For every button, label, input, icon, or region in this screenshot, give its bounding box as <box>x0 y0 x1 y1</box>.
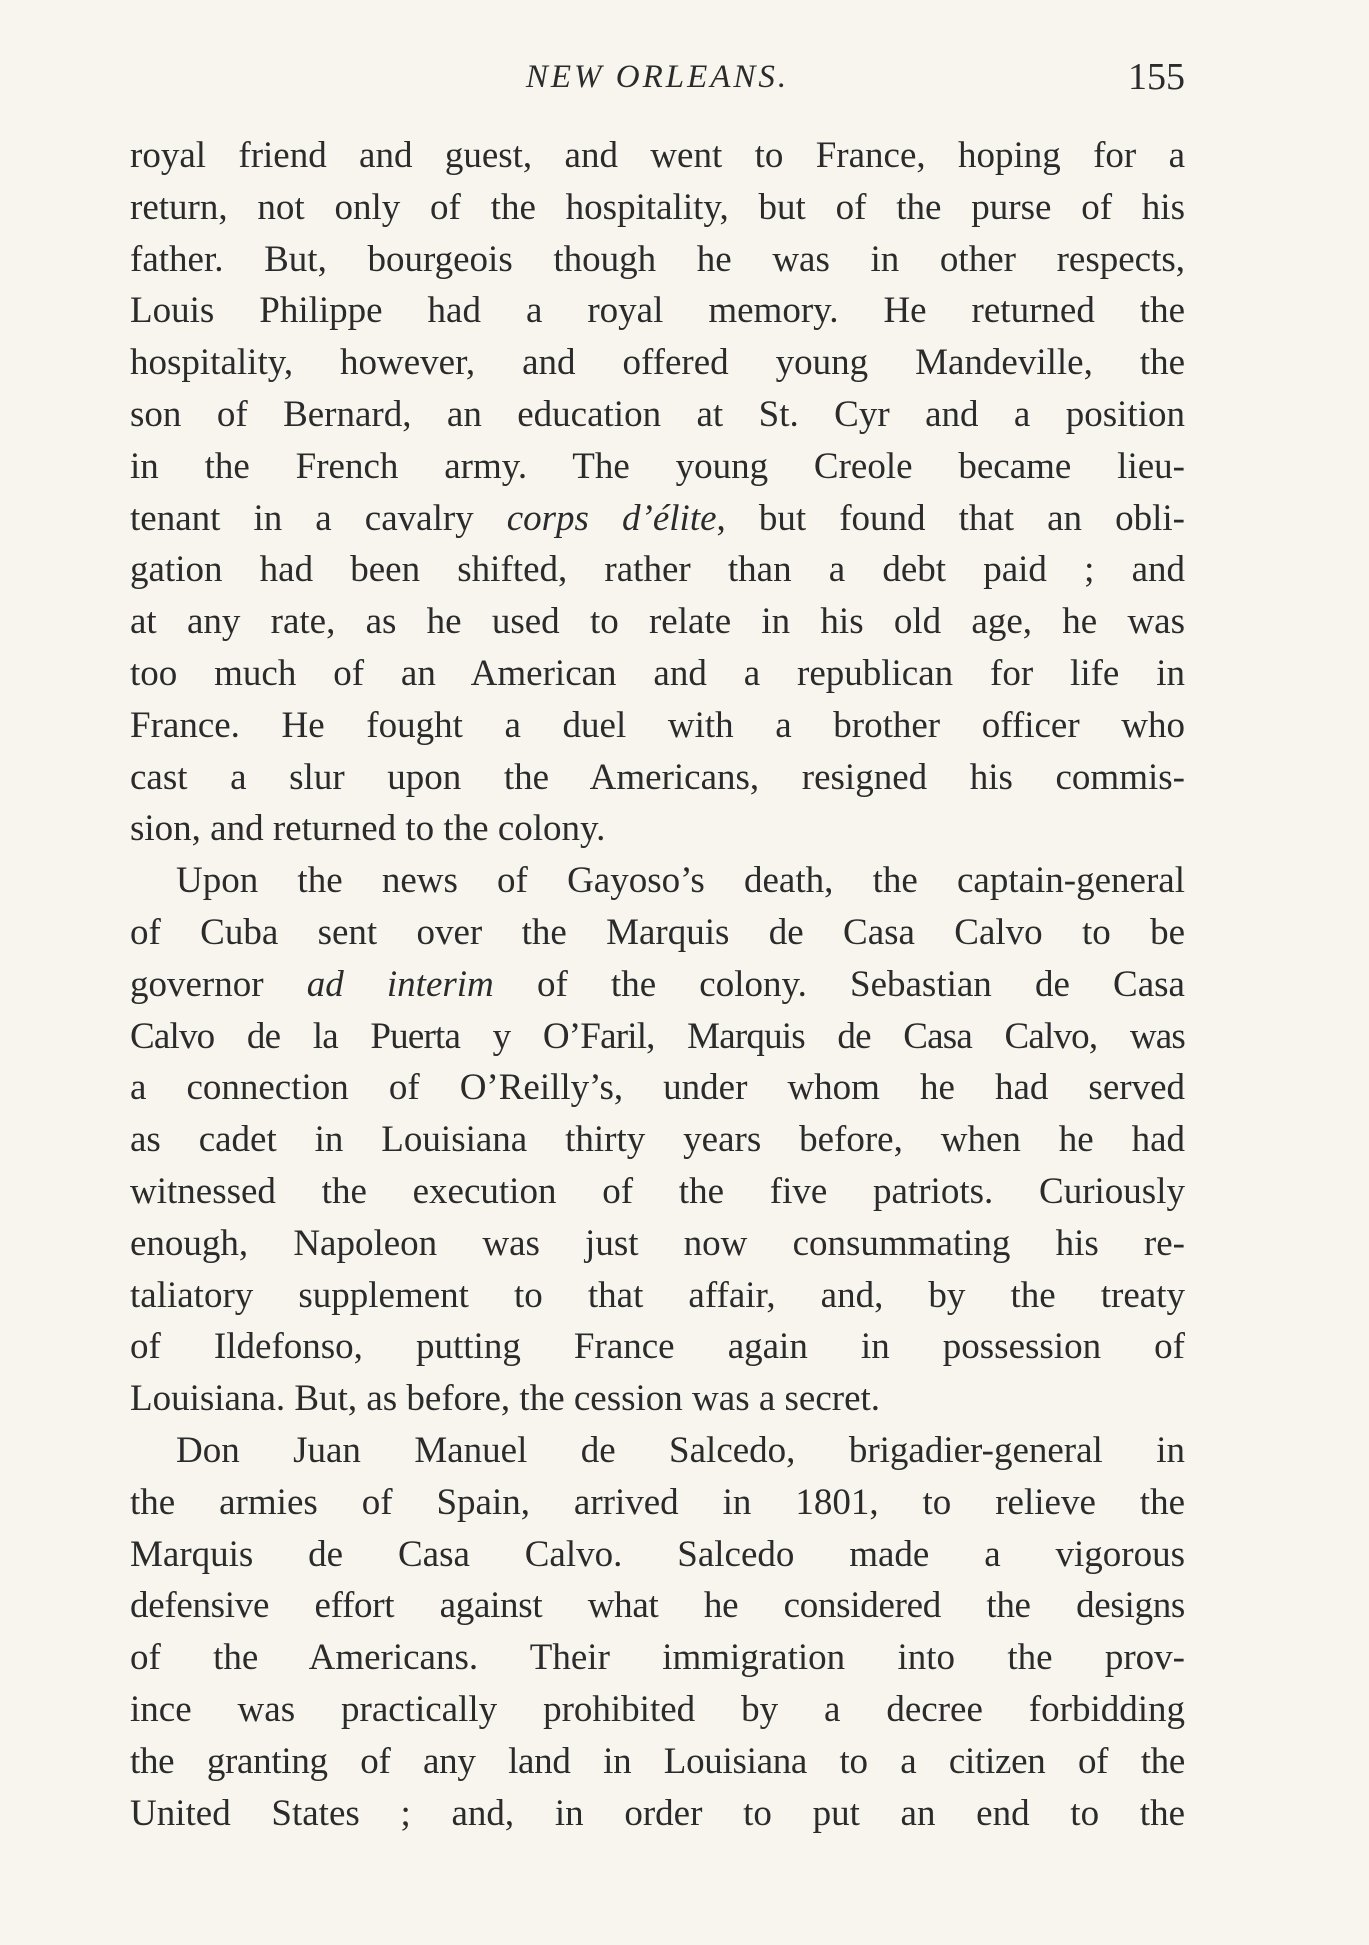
text-line: Marquis de Casa Calvo. Salcedo made a vigorous <box>130 1533 1185 1575</box>
text-segment: , but found that an obli- <box>716 497 1185 539</box>
text-line: sion, and returned to the colony. <box>130 808 606 850</box>
text-line <box>130 493 1185 545</box>
text-line: the granting of any land in Louisiana to a citizen of the <box>130 1740 1185 1782</box>
text-line: Calvo de la Puerta y O’Faril, Marquis de Casa Calvo, was <box>130 1015 1185 1057</box>
text-line: in the French army. The young Creole became lieu- <box>130 445 1185 487</box>
text-line: ince was practically prohibited by a decree forbidding <box>130 1688 1185 1730</box>
text-line: return, not only of the hospitality, but of the purse of his <box>130 186 1185 228</box>
text-line: son of Bernard, an education at St. Cyr and a position <box>130 393 1185 435</box>
text-line: Louisiana. But, as before, the cession was a secret. <box>130 1378 881 1420</box>
text-line: royal friend and guest, and went to France, hoping for a <box>130 135 1185 176</box>
italic-phrase: ad interim <box>306 963 494 1005</box>
italic-phrase: corps d’élite <box>506 497 717 539</box>
text-line <box>130 959 1185 1011</box>
text-line: of Ildefonso, putting France again in possession of <box>130 1326 1185 1368</box>
text-line: at any rate, as he used to relate in his old age, he was <box>130 601 1185 643</box>
text-line: witnessed the execution of the five patriots. Curiously <box>130 1170 1185 1212</box>
text-line: too much of an American and a republican for life in <box>130 652 1185 694</box>
text-line: taliatory supplement to that affair, and, by the treaty <box>130 1274 1185 1316</box>
text-segment: governor <box>130 963 307 1005</box>
text-line: hospitality, however, and offered young Mandeville, the <box>130 342 1185 384</box>
page-number: 155 <box>1128 56 1185 98</box>
page-header <box>130 52 1185 102</box>
text-segment: tenant in a cavalry <box>130 497 507 539</box>
text-line: United States ; and, in order to put an end to the <box>130 1792 1185 1834</box>
paragraph-first-line: Upon the news of Gayoso’s death, the captain-general <box>176 860 1185 902</box>
text-segment: of the colony. Sebastian de Casa <box>493 963 1185 1005</box>
text-line: of the Americans. Their immigration into the prov- <box>130 1637 1185 1679</box>
text-line: as cadet in Louisiana thirty years before, when he had <box>130 1119 1185 1161</box>
paragraph-first-line: Don Juan Manuel de Salcedo, brigadier-general in <box>176 1429 1185 1471</box>
text-line: a connection of O’Reilly’s, under whom he had served <box>130 1067 1185 1109</box>
text-line: enough, Napoleon was just now consummating his re- <box>130 1222 1185 1264</box>
body-text <box>130 130 1185 1839</box>
text-line: Louis Philippe had a royal memory. He returned the <box>130 290 1185 332</box>
running-head: NEW ORLEANS. <box>525 59 790 95</box>
text-line: cast a slur upon the Americans, resigned his commis- <box>130 756 1185 798</box>
text-line: the armies of Spain, arrived in 1801, to relieve the <box>130 1481 1185 1523</box>
text-line: France. He fought a duel with a brother officer who <box>130 704 1185 746</box>
text-line: defensive effort against what he considered the designs <box>130 1585 1185 1627</box>
text-line: gation had been shifted, rather than a debt paid ; and <box>130 549 1185 591</box>
text-line: of Cuba sent over the Marquis de Casa Calvo to be <box>130 911 1185 953</box>
text-line: father. But, bourgeois though he was in other respects, <box>130 238 1185 280</box>
